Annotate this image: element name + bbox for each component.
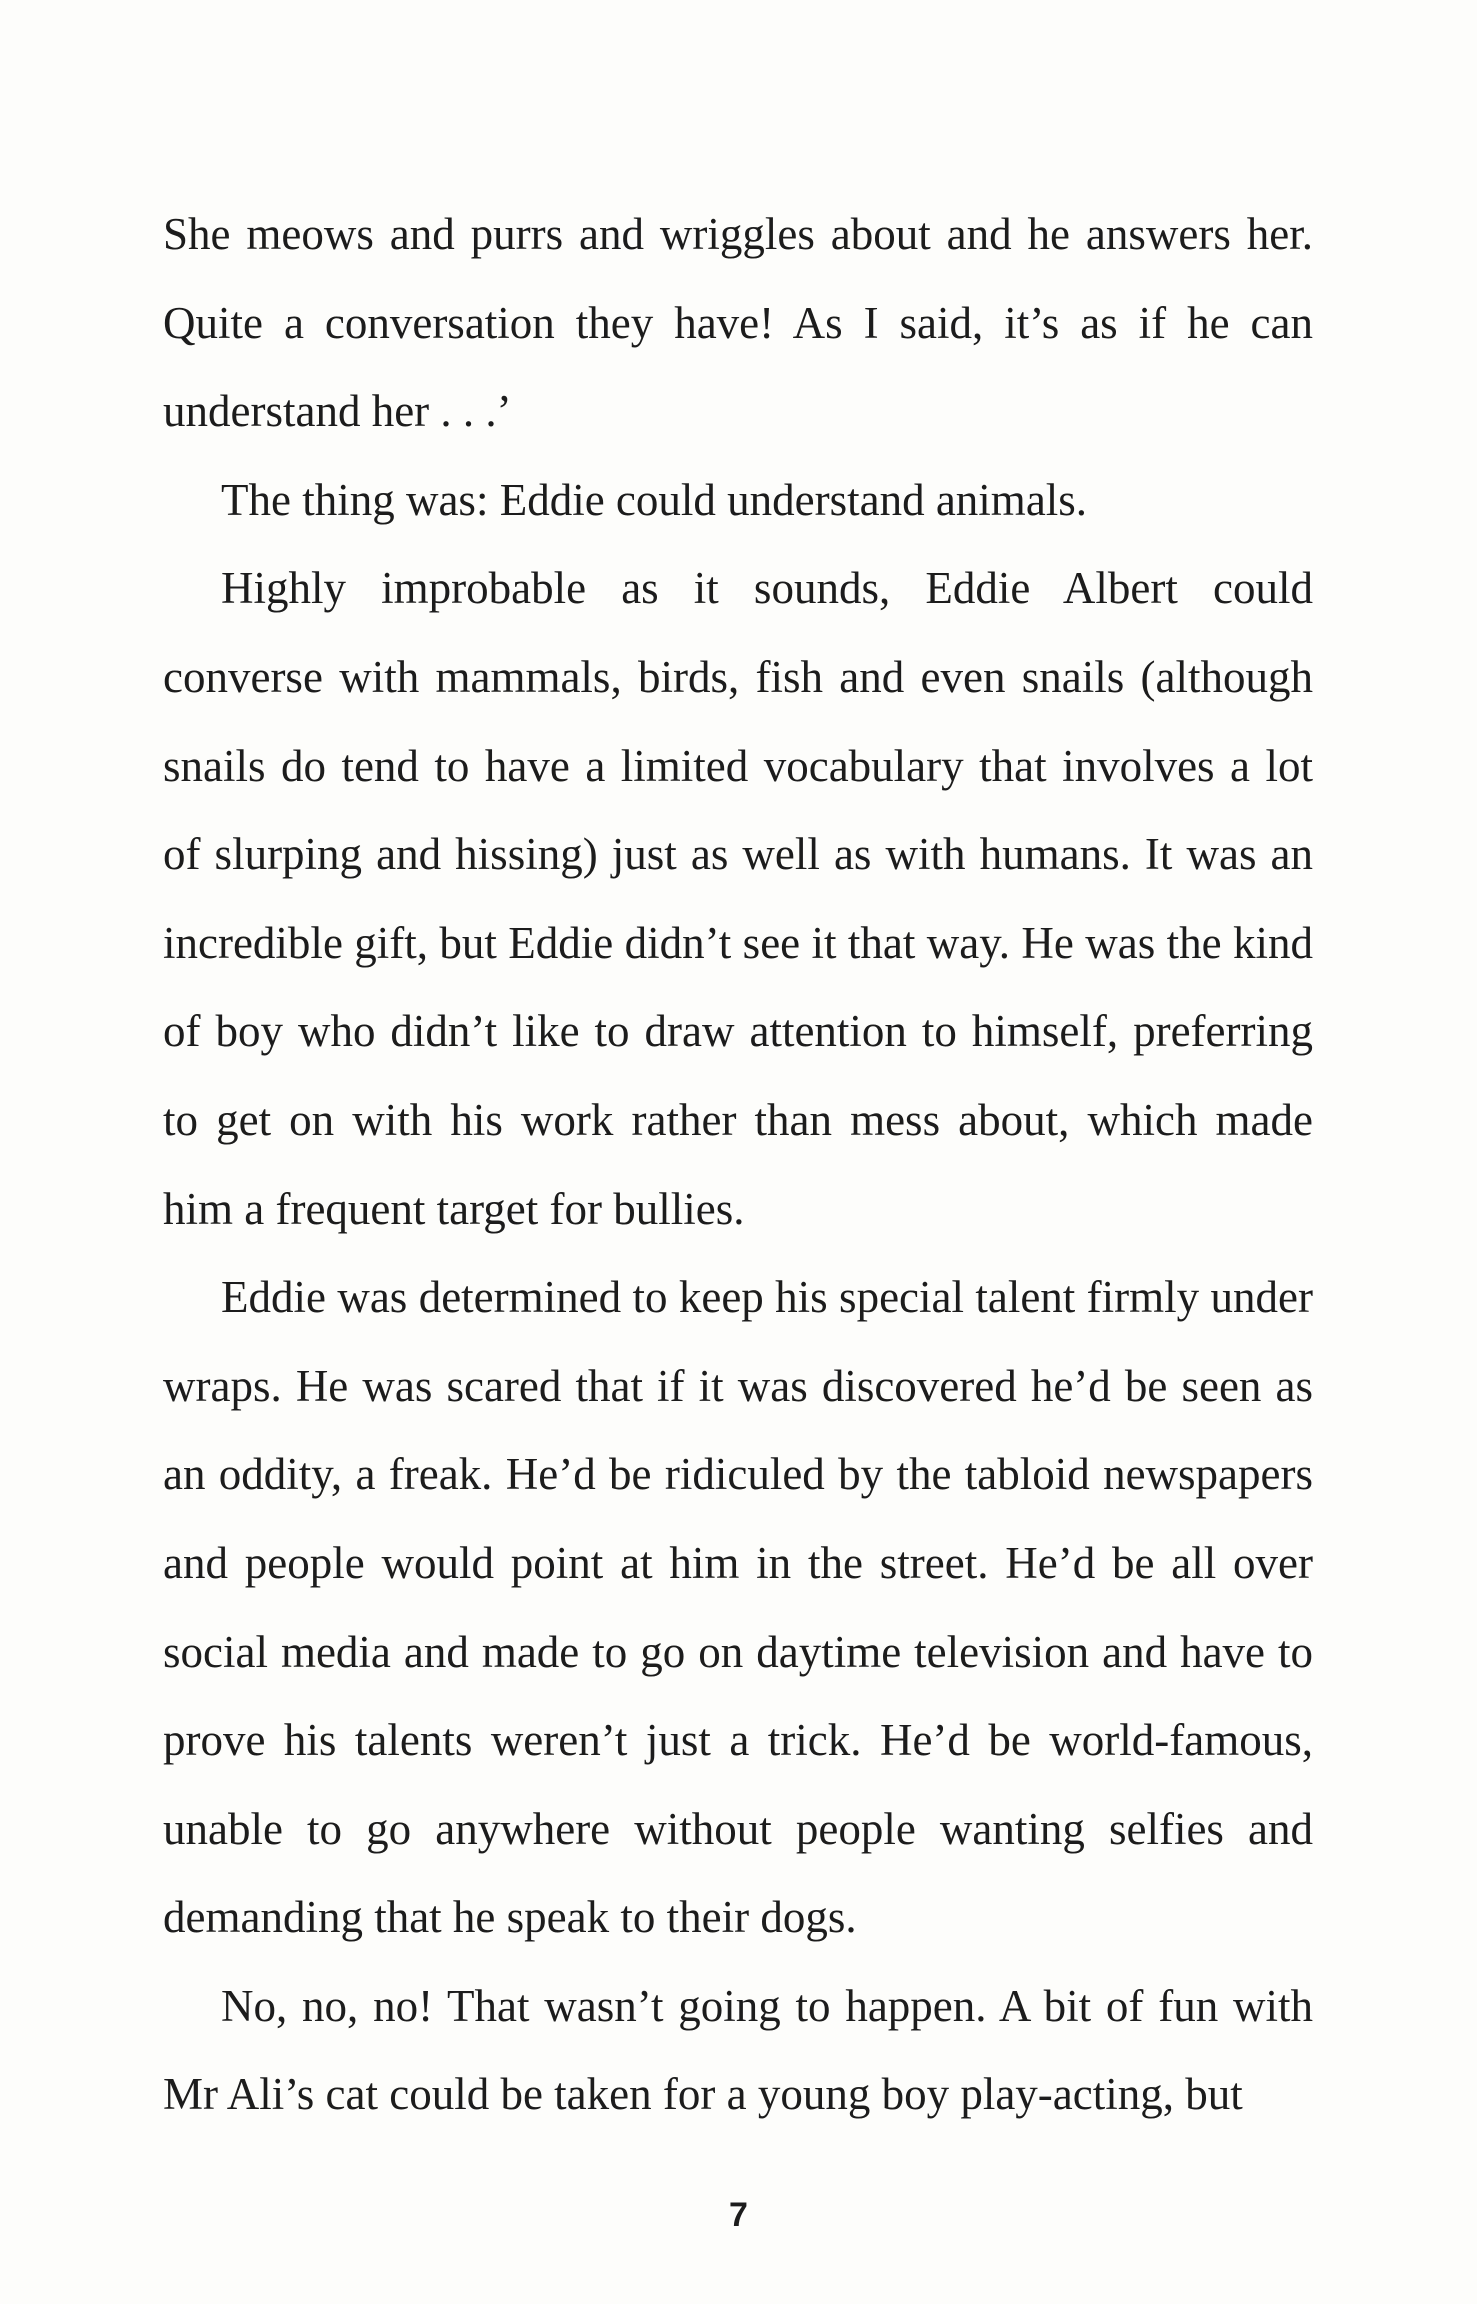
paragraph-5: No, no, no! That wasn’t going to happen. A bit of fun with Mr Ali’s cat could be taken for a young boy play-acting, but [163, 1980, 1313, 2120]
paragraph-2: The thing was: Eddie could understand animals. [221, 474, 1088, 525]
paragraph-1: She meows and purrs and wriggles about and he answers her. Quite a conversation they have! As I said, it’s as if he can understand her . . .’ [163, 209, 1313, 437]
paragraph-4: Eddie was determined to keep his special talent firmly under wraps. He was scared that if it was discovered he’d be seen as an oddity, a freak. He’d be ridiculed by the tabloid newspapers and people would point at him in the street. He’d be all over social media and made to go on daytime television and have to prove his talents weren’t just a trick. He’d be world-famous, unable to go anywhere without people wanting selfies and demanding that he speak to their dogs. [163, 1272, 1313, 1943]
body-text [163, 190, 1313, 2139]
page-number: 7 [729, 2196, 748, 2234]
paragraph-3: Highly improbable as it sounds, Eddie Albert could converse with mammals, birds, fish and even snails (although snails do tend to have a limited vocabulary that involves a lot of slurping and hissing) just as well as with humans. It was an incredible gift, but Eddie didn’t see it that way. He was the kind of boy who didn’t like to draw attention to himself, preferring to get on with his work rather than mess about, which made him a frequent target for bullies. [163, 563, 1313, 1234]
